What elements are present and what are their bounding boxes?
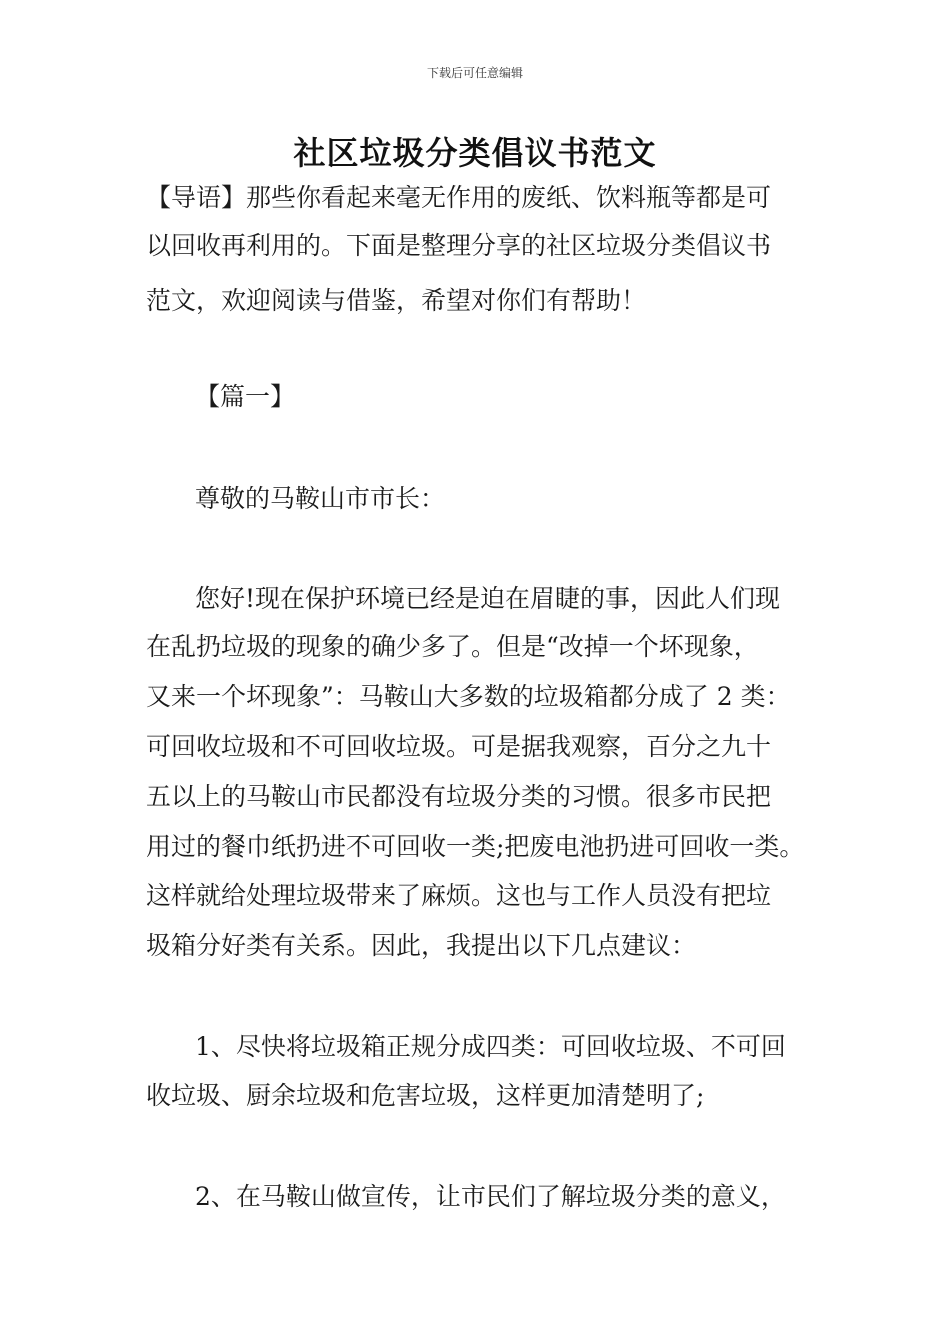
suggestion-line: 1、尽快将垃圾箱正规分成四类：可回收垃圾、不可回 bbox=[195, 1032, 786, 1061]
section-heading: 【篇一】 bbox=[195, 382, 296, 411]
intro-line: 【导语】那些你看起来毫无作用的废纸、饮料瓶等都是可 bbox=[146, 183, 772, 212]
body-line: 又来一个坏现象”：马鞍山大多数的垃圾箱都分成了 2 类： bbox=[146, 682, 791, 711]
header-note: 下载后可任意编辑 bbox=[426, 66, 523, 80]
suggestion-line: 2、在马鞍山做宣传，让市民们了解垃圾分类的意义， bbox=[195, 1182, 786, 1211]
body-line: 用过的餐巾纸扔进不可回收一类;把废电池扔进可回收一类。 bbox=[146, 832, 805, 861]
body-line: 您好!现在保护环境已经是迫在眉睫的事，因此人们现 bbox=[195, 584, 781, 613]
intro-line: 以回收再利用的。下面是整理分享的社区垃圾分类倡议书 bbox=[146, 231, 772, 260]
body-line: 五以上的马鞍山市民都没有垃圾分类的习惯。很多市民把 bbox=[146, 782, 772, 811]
document-title: 社区垃圾分类倡议书范文 bbox=[293, 134, 657, 172]
body-line: 在乱扔垃圾的现象的确少多了。但是“改掉一个坏现象， bbox=[146, 632, 759, 661]
suggestion-line: 收垃圾、厨余垃圾和危害垃圾，这样更加清楚明了; bbox=[146, 1081, 705, 1110]
body-line: 这样就给处理垃圾带来了麻烦。这也与工作人员没有把垃 bbox=[146, 881, 772, 910]
intro-line: 范文，欢迎阅读与借鉴，希望对你们有帮助！ bbox=[146, 286, 647, 315]
salutation: 尊敬的马鞍山市市长： bbox=[195, 484, 446, 513]
body-line: 圾箱分好类有关系。因此，我提出以下几点建议： bbox=[146, 931, 697, 960]
body-line: 可回收垃圾和不可回收垃圾。可是据我观察，百分之九十 bbox=[146, 732, 772, 761]
